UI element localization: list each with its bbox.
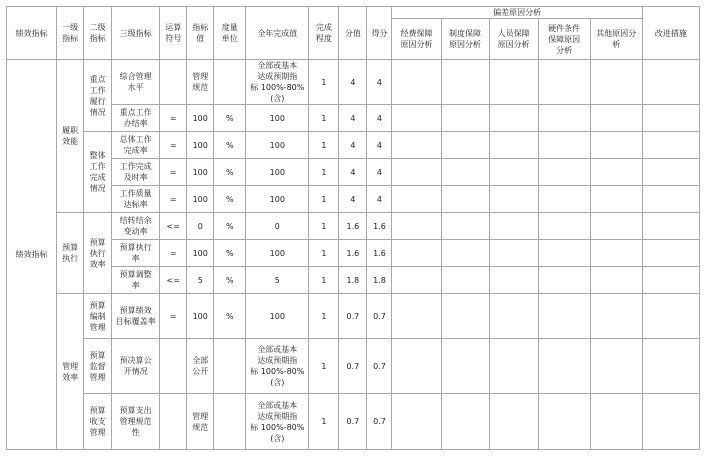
dev-system-cell[interactable] (441, 294, 489, 339)
level2-cell: 预算 监督 管理 (84, 339, 112, 394)
score-cell: 4 (367, 105, 392, 132)
dev-other-cell[interactable] (590, 240, 642, 267)
dev-personnel-cell[interactable] (489, 267, 538, 294)
dev-personnel-cell[interactable] (489, 60, 538, 105)
dev-funding-cell[interactable] (392, 240, 441, 267)
score-cell: 4 (367, 186, 392, 213)
degree-cell: 1 (309, 394, 339, 450)
dev-other-cell[interactable] (590, 339, 642, 394)
dev-personnel-cell[interactable] (489, 105, 538, 132)
weight-cell: 1.6 (339, 240, 367, 267)
body-indicator-label: 绩效指标 (7, 60, 57, 450)
score-cell: 0.7 (367, 339, 392, 394)
operator-cell: = (160, 240, 187, 267)
dev-system-cell[interactable] (441, 339, 489, 394)
level2-cell: 整体 工作 完成 情况 (84, 132, 112, 213)
score-cell: 1.8 (367, 267, 392, 294)
target-cell: 100 (187, 159, 214, 186)
level2-cell: 预算 编制 管理 (84, 294, 112, 339)
improvement-cell[interactable] (642, 60, 699, 105)
operator-cell: = (160, 159, 187, 186)
target-cell: 100 (187, 240, 214, 267)
header-actual: 全年完成值 (246, 7, 309, 60)
header-dev-system: 制度保障 原因分析 (441, 19, 489, 60)
unit-cell: % (214, 186, 246, 213)
level3-cell: 重点工作 办结率 (112, 105, 160, 132)
dev-personnel-cell[interactable] (489, 240, 538, 267)
weight-cell: 4 (339, 159, 367, 186)
score-cell: 1.6 (367, 213, 392, 240)
dev-system-cell[interactable] (441, 159, 489, 186)
performance-table (6, 6, 700, 450)
target-cell: 100 (187, 132, 214, 159)
level3-cell: 工作完成 及时率 (112, 159, 160, 186)
level3-cell: 综合管理 水平 (112, 60, 160, 105)
unit-cell: % (214, 213, 246, 240)
level3-cell: 结转结余 变动率 (112, 213, 160, 240)
dev-hardware-cell[interactable] (538, 132, 590, 159)
level1-cell: 管理 效率 (57, 294, 84, 450)
dev-system-cell[interactable] (441, 213, 489, 240)
dev-hardware-cell[interactable] (538, 213, 590, 240)
target-cell: 管理 规范 (187, 60, 214, 105)
dev-personnel-cell[interactable] (489, 213, 538, 240)
level3-cell: 预决算公 开情况 (112, 339, 160, 394)
header-improvement: 改进措施 (642, 7, 699, 60)
dev-hardware-cell[interactable] (538, 105, 590, 132)
dev-personnel-cell[interactable] (489, 294, 538, 339)
dev-hardware-cell[interactable] (538, 267, 590, 294)
dev-system-cell[interactable] (441, 186, 489, 213)
unit-cell (214, 339, 246, 394)
header-deviation-group: 偏差原因分析 (392, 7, 642, 19)
header-weight: 分值 (339, 7, 367, 60)
dev-personnel-cell[interactable] (489, 394, 538, 450)
operator-cell: = (160, 105, 187, 132)
dev-system-cell[interactable] (441, 394, 489, 450)
weight-cell: 0.7 (339, 339, 367, 394)
dev-funding-cell[interactable] (392, 339, 441, 394)
table-row (7, 132, 700, 159)
target-cell: 0 (187, 213, 214, 240)
actual-cell: 100 (246, 159, 309, 186)
dev-other-cell[interactable] (590, 213, 642, 240)
dev-funding-cell[interactable] (392, 294, 441, 339)
unit-cell: % (214, 132, 246, 159)
header-dev-personnel: 人员保障 原因分析 (489, 19, 538, 60)
dev-hardware-cell[interactable] (538, 186, 590, 213)
header-level2: 二级 指标 (84, 7, 112, 60)
dev-system-cell[interactable] (441, 267, 489, 294)
target-cell: 管理 规范 (187, 394, 214, 450)
unit-cell: % (214, 294, 246, 339)
unit-cell: % (214, 159, 246, 186)
unit-cell: % (214, 267, 246, 294)
dev-personnel-cell[interactable] (489, 132, 538, 159)
target-cell: 100 (187, 105, 214, 132)
header-dev-funding: 经费保障 原因分析 (392, 19, 441, 60)
weight-cell: 1.6 (339, 213, 367, 240)
header-row (7, 7, 700, 19)
dev-hardware-cell[interactable] (538, 339, 590, 394)
degree-cell: 1 (309, 240, 339, 267)
header-unit: 度量 单位 (214, 7, 246, 60)
weight-cell: 4 (339, 132, 367, 159)
improvement-cell[interactable] (642, 132, 699, 159)
dev-funding-cell[interactable] (392, 105, 441, 132)
actual-cell: 100 (246, 294, 309, 339)
dev-hardware-cell[interactable] (538, 159, 590, 186)
improvement-cell[interactable] (642, 394, 699, 450)
dev-funding-cell[interactable] (392, 60, 441, 105)
unit-cell: % (214, 105, 246, 132)
operator-cell: = (160, 186, 187, 213)
dev-funding-cell[interactable] (392, 132, 441, 159)
dev-hardware-cell[interactable] (538, 394, 590, 450)
degree-cell: 1 (309, 213, 339, 240)
dev-other-cell[interactable] (590, 159, 642, 186)
unit-cell (214, 60, 246, 105)
level3-cell: 总体工作 完成率 (112, 132, 160, 159)
weight-cell: 1.8 (339, 267, 367, 294)
target-cell: 100 (187, 294, 214, 339)
operator-cell (160, 394, 187, 450)
dev-personnel-cell[interactable] (489, 159, 538, 186)
header-target: 指标 值 (187, 7, 214, 60)
dev-funding-cell[interactable] (392, 213, 441, 240)
dev-funding-cell[interactable] (392, 186, 441, 213)
operator-cell: <= (160, 213, 187, 240)
unit-cell: % (214, 240, 246, 267)
score-cell: 4 (367, 60, 392, 105)
score-cell: 4 (367, 159, 392, 186)
weight-cell: 4 (339, 105, 367, 132)
level2-cell: 预算 执行 效率 (84, 213, 112, 294)
score-cell: 0.7 (367, 394, 392, 450)
score-cell: 0.7 (367, 294, 392, 339)
level1-cell: 履职 效能 (57, 60, 84, 213)
target-cell: 全部 公开 (187, 339, 214, 394)
degree-cell: 1 (309, 186, 339, 213)
dev-hardware-cell[interactable] (538, 60, 590, 105)
weight-cell: 0.7 (339, 294, 367, 339)
actual-cell: 100 (246, 105, 309, 132)
weight-cell: 0.7 (339, 394, 367, 450)
improvement-cell[interactable] (642, 294, 699, 339)
unit-cell (214, 394, 246, 450)
degree-cell: 1 (309, 159, 339, 186)
improvement-cell[interactable] (642, 339, 699, 394)
table-row (7, 60, 700, 105)
improvement-cell[interactable] (642, 267, 699, 294)
level3-cell: 预算支出 管理规范 性 (112, 394, 160, 450)
improvement-cell[interactable] (642, 240, 699, 267)
level3-cell: 预算执行 率 (112, 240, 160, 267)
dev-other-cell[interactable] (590, 394, 642, 450)
header-dev-hardware: 硬件条件 保障原因 分析 (538, 19, 590, 60)
degree-cell: 1 (309, 294, 339, 339)
improvement-cell[interactable] (642, 186, 699, 213)
table-row (7, 394, 700, 450)
operator-cell: = (160, 294, 187, 339)
degree-cell: 1 (309, 267, 339, 294)
dev-hardware-cell[interactable] (538, 294, 590, 339)
actual-cell: 5 (246, 267, 309, 294)
header-score: 得分 (367, 7, 392, 60)
operator-cell (160, 60, 187, 105)
dev-funding-cell[interactable] (392, 159, 441, 186)
dev-other-cell[interactable] (590, 105, 642, 132)
score-cell: 1.6 (367, 240, 392, 267)
level2-cell: 重点 工作 履行 情况 (84, 60, 112, 132)
operator-cell: <= (160, 267, 187, 294)
dev-system-cell[interactable] (441, 240, 489, 267)
dev-system-cell[interactable] (441, 105, 489, 132)
table-row (7, 213, 700, 240)
improvement-cell[interactable] (642, 213, 699, 240)
dev-personnel-cell[interactable] (489, 339, 538, 394)
actual-cell: 全部或基本 达成预期指 标 100%-80% (含) (246, 394, 309, 450)
table-row (7, 339, 700, 394)
actual-cell: 0 (246, 213, 309, 240)
improvement-cell[interactable] (642, 159, 699, 186)
target-cell: 100 (187, 186, 214, 213)
level3-cell: 预算绩效 目标覆盖率 (112, 294, 160, 339)
target-cell: 5 (187, 267, 214, 294)
header-level3: 三级指标 (112, 7, 160, 60)
dev-other-cell[interactable] (590, 132, 642, 159)
table-row (7, 294, 700, 339)
weight-cell: 4 (339, 186, 367, 213)
header-level1: 一级 指标 (57, 7, 84, 60)
level3-cell: 工作质量 达标率 (112, 186, 160, 213)
header-dev-other: 其他原因分 析 (590, 19, 642, 60)
dev-system-cell[interactable] (441, 60, 489, 105)
dev-other-cell[interactable] (590, 60, 642, 105)
header-indicator: 绩效指标 (7, 7, 57, 60)
level1-cell: 预算 执行 (57, 213, 84, 294)
improvement-cell[interactable] (642, 105, 699, 132)
operator-cell (160, 339, 187, 394)
score-cell: 4 (367, 132, 392, 159)
dev-other-cell[interactable] (590, 294, 642, 339)
actual-cell: 100 (246, 132, 309, 159)
header-operator: 运算 符号 (160, 7, 187, 60)
dev-system-cell[interactable] (441, 132, 489, 159)
dev-hardware-cell[interactable] (538, 240, 590, 267)
level3-cell: 预算调整 率 (112, 267, 160, 294)
dev-funding-cell[interactable] (392, 267, 441, 294)
actual-cell: 全部或基本 达成预期指 标 100%-80% (含) (246, 60, 309, 105)
actual-cell: 100 (246, 186, 309, 213)
degree-cell: 1 (309, 105, 339, 132)
level2-cell: 预算 收支 管理 (84, 394, 112, 450)
dev-other-cell[interactable] (590, 267, 642, 294)
header-degree: 完成 程度 (309, 7, 339, 60)
degree-cell: 1 (309, 60, 339, 105)
dev-other-cell[interactable] (590, 186, 642, 213)
degree-cell: 1 (309, 132, 339, 159)
dev-personnel-cell[interactable] (489, 186, 538, 213)
operator-cell: = (160, 132, 187, 159)
dev-funding-cell[interactable] (392, 394, 441, 450)
degree-cell: 1 (309, 339, 339, 394)
actual-cell: 100 (246, 240, 309, 267)
actual-cell: 全部或基本 达成预期指 标 100%-80% (含) (246, 339, 309, 394)
weight-cell: 4 (339, 60, 367, 105)
